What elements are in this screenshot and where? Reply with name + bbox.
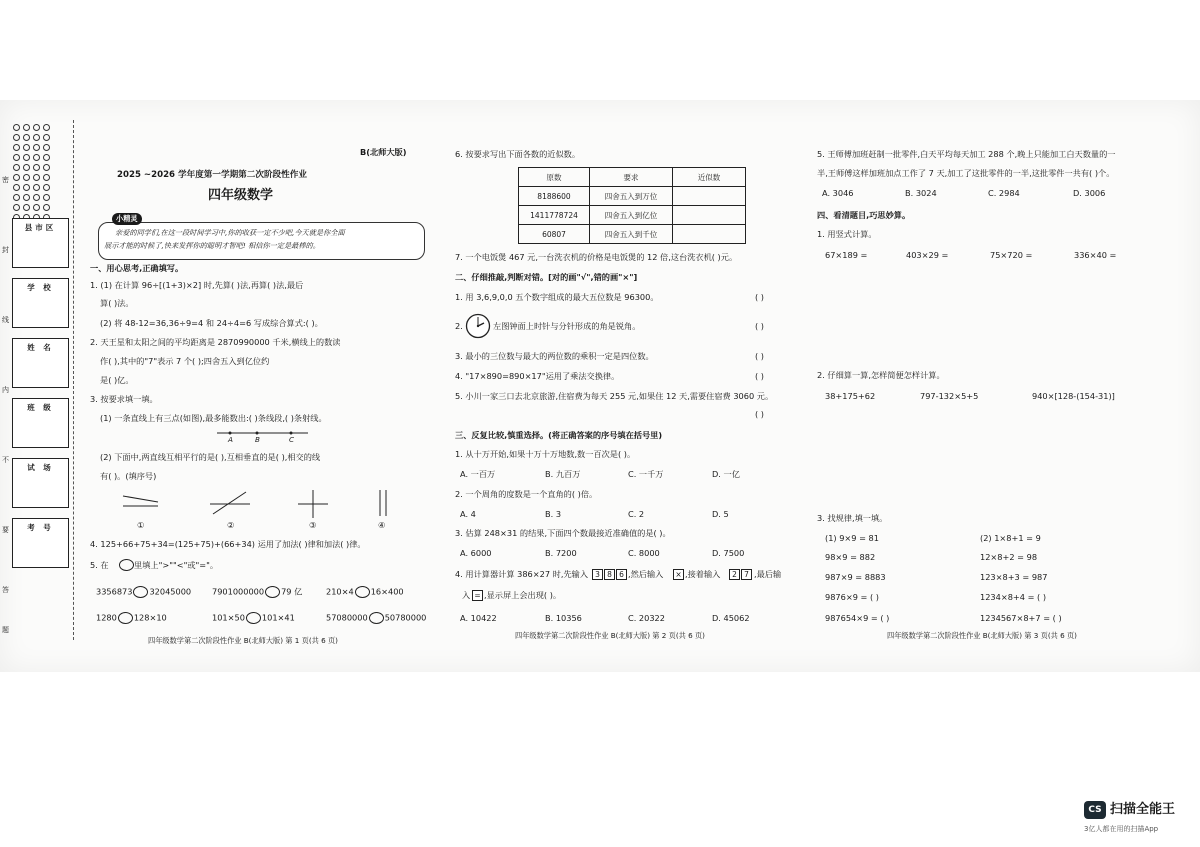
mc-3-opt-a[interactable]: A. 6000 (460, 548, 492, 558)
answer-cell[interactable] (673, 225, 746, 244)
binding-hole (13, 124, 20, 131)
mc-1-opt-d[interactable]: D. 一亿 (712, 469, 740, 479)
calc-key: 7 (741, 569, 752, 580)
page-title: 四年级数学 (208, 188, 274, 203)
q5-suffix: 里填上">""<"或"="。 (134, 560, 219, 570)
mc-2-opt-d[interactable]: D. 5 (712, 509, 729, 519)
mc-3-opt-c[interactable]: C. 8000 (628, 548, 660, 558)
mc-1-opt-a[interactable]: A. 一百万 (460, 469, 496, 479)
binding-hole (13, 194, 20, 201)
mc-2-opt-a[interactable]: A. 4 (460, 509, 476, 519)
binding-hole (13, 204, 20, 211)
section-1-heading: 一、用心思考,正确填写。 (90, 263, 184, 273)
side-mark: 密 (2, 176, 9, 184)
watermark-name: 扫描全能王 (1110, 802, 1176, 817)
camscanner-logo-icon: CS (1084, 801, 1106, 819)
field-name-label: 姓 名 (27, 343, 54, 352)
watermark-subtitle: 3亿人都在用的扫描App (1084, 825, 1159, 833)
q5-opt-a[interactable]: A. 3046 (822, 188, 854, 198)
clock-icon (465, 313, 491, 339)
binding-hole (33, 184, 40, 191)
page-3-footer: 四年级数学第二次阶段性作业 B(北师大版) 第 3 页(共 6 页) (887, 631, 1077, 640)
compare-item-6[interactable]: 57080000 50780000 (326, 612, 427, 623)
binding-hole (33, 174, 40, 181)
q5-prefix: 5. 在 (90, 560, 109, 570)
mc-3-opt-b[interactable]: B. 7200 (545, 548, 577, 558)
calc-key: 6 (616, 569, 627, 580)
compare-item-3[interactable]: 210×4 16×400 (326, 586, 404, 597)
pattern-left-2: 98×9 = 882 (825, 552, 876, 562)
seal-line (73, 120, 74, 640)
mc-4-part-d: ,最后输 (754, 569, 782, 579)
binding-hole (23, 174, 30, 181)
binding-hole (43, 204, 50, 211)
vertical-calc-4[interactable]: 336×40 = (1074, 250, 1117, 260)
q5-opt-c[interactable]: C. 2984 (988, 188, 1020, 198)
side-mark: 封 (2, 246, 9, 254)
binding-hole (43, 144, 50, 151)
pattern-right-1: (2) 1×8+1 = 9 (980, 533, 1041, 543)
binding-hole (43, 154, 50, 161)
point-label-a: A (228, 435, 233, 444)
pattern-left-1: (1) 9×9 = 81 (825, 533, 879, 543)
binding-hole (23, 194, 30, 201)
point-label-c: C (289, 435, 295, 444)
q3-part1: (1) 一条直线上有三点(如图),最多能数出:( )条线段,( )条射线。 (100, 413, 327, 423)
calc-key: 3 (592, 569, 603, 580)
simplify-1[interactable]: 38+175+62 (825, 391, 876, 401)
table-cell: 1411778724 (519, 206, 590, 225)
tf-5-answer[interactable]: ( ) (755, 409, 764, 419)
binding-hole (23, 204, 30, 211)
q1-part1-cont: 算( )法。 (100, 298, 134, 308)
mc-2-opt-b[interactable]: B. 3 (545, 509, 562, 519)
q5-line2: 半,王师傅这样加班加点工作了 7 天,加工了这批零件的一半,这批零件一共有( )个。 (817, 168, 1115, 178)
calc-key: 8 (604, 569, 615, 580)
q5-line1: 5. 王师傅加班赶制一批零件,白天平均每天加工 288 个,晚上只能加工白天数量的一 (817, 149, 1116, 159)
q4: 4. 125+66+75+34=(125+75)+(66+34) 运用了加法( )律和加法( )律。 (90, 539, 366, 549)
compare-circle-example (119, 559, 134, 571)
field-exam-room-label: 试 场 (27, 463, 54, 472)
field-exam-number[interactable] (12, 518, 69, 568)
pattern-right-4[interactable]: 1234×8+4 = ( ) (980, 592, 1047, 602)
table-cell: 四舍五入到万位 (590, 187, 673, 206)
binding-hole (33, 154, 40, 161)
binding-hole (13, 134, 20, 141)
mc-4-opt-c[interactable]: C. 20322 (628, 613, 665, 623)
vertical-calc-3[interactable]: 75×720 = (990, 250, 1033, 260)
vertical-calc-heading: 1. 用竖式计算。 (817, 229, 877, 239)
binding-hole (33, 134, 40, 141)
table-row (519, 187, 746, 206)
table-cell: 8188600 (519, 187, 590, 206)
tf-2-number: 2. (455, 321, 463, 331)
q2-line3: 是( )亿。 (100, 375, 134, 385)
compare-item-4[interactable]: 1280 128×10 (96, 612, 167, 623)
fig-label-1: ① (137, 520, 145, 530)
q3-part2-cont: 有( )。(填序号) (100, 471, 157, 481)
binding-hole (43, 184, 50, 191)
mc-1: 1. 从十万开始,如果十万十万地数,数一百次是( )。 (455, 449, 636, 459)
field-school[interactable] (12, 278, 69, 328)
tf-1: 1. 用 3,6,9,0,0 五个数字组成的最大五位数是 96300。 (455, 292, 659, 302)
side-mark: 要 (2, 526, 9, 534)
binding-hole (23, 154, 30, 161)
binding-hole (13, 164, 20, 171)
q1-part2: (2) 将 48-12=36,36÷9=4 和 24÷4=6 写成综合算式:( )。 (100, 318, 323, 328)
mc-4-opt-d[interactable]: D. 45062 (712, 613, 750, 623)
mc-4-part-b: ,然后输入 (628, 569, 664, 579)
table-cell: 四舍五入到千位 (590, 225, 673, 244)
binding-hole (43, 134, 50, 141)
tf-3: 3. 最小的三位数与最大的两位数的乘积一定是四位数。 (455, 351, 654, 361)
binding-hole (13, 154, 20, 161)
tf-3-answer[interactable]: ( ) (755, 351, 764, 361)
binding-hole (23, 164, 30, 171)
banner-line-1: 亲爱的同学们,在这一段时间学习中,你的收获一定不少吧,今天就是你全面 (115, 228, 345, 237)
field-county-label: 县市区 (24, 223, 57, 232)
field-exam-room[interactable] (12, 458, 69, 508)
field-class-label: 班 级 (27, 403, 54, 412)
answer-cell[interactable] (673, 187, 746, 206)
compare-item-1[interactable]: 3356873 32045000 (96, 586, 192, 597)
tf-5: 5. 小川一家三口去北京旅游,住宿费为每天 255 元,如果住 12 天,需要住宿费 3060 元。 (455, 391, 774, 401)
mc-3: 3. 估算 248×31 的结果,下面四个数最接近准确值的是( )。 (455, 528, 671, 538)
page-2-footer: 四年级数学第二次阶段性作业 B(北师大版) 第 2 页(共 6 页) (515, 631, 705, 640)
q5-opt-d[interactable]: D. 3006 (1073, 188, 1106, 198)
section-4-heading: 四、看清题目,巧思妙算。 (817, 210, 911, 220)
q6-heading: 6. 按要求写出下面各数的近似数。 (455, 149, 581, 159)
q3-heading: 3. 按要求填一填。 (90, 394, 158, 404)
binding-hole (43, 174, 50, 181)
tf-1-answer[interactable]: ( ) (755, 292, 764, 302)
point-label-b: B (255, 435, 260, 444)
binding-hole (13, 144, 20, 151)
section-2-heading: 二、仔细推敲,判断对错。[对的画"√",错的画"×"] (455, 272, 638, 282)
calc-key-multiply: × (673, 569, 684, 580)
field-county[interactable] (12, 218, 69, 268)
banner-line-2: 展示才能的时候了,快来发挥你的聪明才智吧! 相信你一定是最棒的。 (104, 241, 320, 250)
pattern-right-2: 12×8+2 = 98 (980, 552, 1038, 562)
tf-4-answer[interactable]: ( ) (755, 371, 764, 381)
binding-hole (43, 164, 50, 171)
mc-4-part-f: ,显示屏上会出现( )。 (484, 590, 562, 600)
table-row (519, 206, 746, 225)
q5-opt-b[interactable]: B. 3024 (905, 188, 937, 198)
approximation-table (518, 167, 746, 244)
mc-4-opt-b[interactable]: B. 10356 (545, 613, 582, 623)
fig-label-3: ③ (309, 520, 317, 530)
binding-hole (43, 194, 50, 201)
mc-4-opt-a[interactable]: A. 10422 (460, 613, 497, 623)
simplify-heading: 2. 仔细算一算,怎样简便怎样计算。 (817, 370, 945, 380)
table-header-row (519, 168, 746, 187)
side-mark: 内 (2, 386, 9, 394)
simplify-3[interactable]: 940×[128-(154-31)] (1032, 391, 1115, 401)
side-mark: 不 (2, 456, 9, 464)
page-1-footer: 四年级数学第二次阶段性作业 B(北师大版) 第 1 页(共 6 页) (148, 636, 338, 645)
exam-header: 2025 ~2026 学年度第一学期第二次阶段性作业 (117, 170, 307, 180)
vertical-calc-1[interactable]: 67×189 = (825, 250, 868, 260)
field-name[interactable] (12, 338, 69, 388)
mc-2: 2. 一个周角的度数是一个直角的( )倍。 (455, 489, 598, 499)
q3-part2: (2) 下面中,两直线互相平行的是( ),互相垂直的是( ),相交的线 (100, 452, 321, 462)
compare-item-5[interactable]: 101×50 101×41 (212, 612, 295, 623)
table-header: 近似数 (673, 168, 746, 187)
banner-label: 小精灵 (112, 213, 142, 225)
binding-hole (33, 124, 40, 131)
field-school-label: 学 校 (27, 283, 54, 292)
pattern-right-3: 123×8+3 = 987 (980, 572, 1048, 582)
q7: 7. 一个电饭煲 467 元,一台洗衣机的价格是电饭煲的 12 倍,这台洗衣机( )元。 (455, 252, 738, 262)
mc-4-part-a: 4. 用计算器计算 386×27 时,先输入 (455, 569, 589, 579)
binding-hole (23, 124, 30, 131)
q2-line1: 2. 天王星和太阳之间的平均距离是 2870990000 千米,横线上的数读 (90, 337, 341, 347)
calc-key: 2 (729, 569, 740, 580)
vertical-calc-2[interactable]: 403×29 = (906, 250, 949, 260)
section-3-heading: 三、反复比较,慎重选择。(将正确答案的序号填在括号里) (455, 430, 663, 440)
calc-key-equals: = (472, 590, 483, 601)
table-cell: 四舍五入到亿位 (590, 206, 673, 225)
field-class[interactable] (12, 398, 69, 448)
compare-item-2[interactable]: 7901000000 79 亿 (212, 586, 303, 597)
mc-2-opt-c[interactable]: C. 2 (628, 509, 645, 519)
pattern-right-5[interactable]: 1234567×8+7 = ( ) (980, 613, 1062, 623)
tf-4: 4. "17×890=890×17"运用了乘法交换律。 (455, 371, 620, 381)
mc-1-opt-c[interactable]: C. 一千万 (628, 469, 664, 479)
binding-hole (33, 194, 40, 201)
side-mark: 题 (2, 626, 9, 634)
binding-hole (13, 184, 20, 191)
answer-cell[interactable] (673, 206, 746, 225)
fig-label-4: ④ (378, 520, 386, 530)
pattern-left-3: 987×9 = 8883 (825, 572, 886, 582)
mc-3-opt-d[interactable]: D. 7500 (712, 548, 745, 558)
binding-hole (33, 204, 40, 211)
binding-hole (43, 124, 50, 131)
side-mark: 答 (2, 586, 9, 594)
mc-4-part-e: 入 (462, 590, 471, 600)
binding-hole (23, 144, 30, 151)
binding-hole (23, 134, 30, 141)
binding-hole (33, 144, 40, 151)
pattern-heading: 3. 找规律,填一填。 (817, 513, 888, 523)
line-pairs-figure (118, 488, 408, 520)
tf-2: 左图钟面上时针与分针形成的角是锐角。 (493, 321, 641, 331)
q1-part1: 1. (1) 在计算 96÷[(1+3)×2] 时,先算( )法,再算( )法,最后 (90, 280, 304, 290)
q2-line2: 作( ),其中的"7"表示 7 个( );四舍五入到亿位约 (100, 356, 270, 366)
edition-label: B(北师大版) (360, 147, 407, 157)
table-header: 要求 (590, 168, 673, 187)
table-header: 原数 (519, 168, 590, 187)
mc-4-part-c: ,接着输入 (685, 569, 721, 579)
binding-hole (23, 184, 30, 191)
pattern-left-5[interactable]: 987654×9 = ( ) (825, 613, 890, 623)
field-exam-number-label: 考 号 (27, 523, 54, 532)
simplify-2[interactable]: 797-132×5+5 (920, 391, 979, 401)
binding-hole (33, 164, 40, 171)
binding-hole (13, 174, 20, 181)
table-cell: 60807 (519, 225, 590, 244)
table-row (519, 225, 746, 244)
fig-label-2: ② (227, 520, 235, 530)
tf-2-answer[interactable]: ( ) (755, 321, 764, 331)
pattern-left-4[interactable]: 9876×9 = ( ) (825, 592, 879, 602)
side-mark: 线 (2, 316, 9, 324)
mc-1-opt-b[interactable]: B. 九百万 (545, 469, 581, 479)
